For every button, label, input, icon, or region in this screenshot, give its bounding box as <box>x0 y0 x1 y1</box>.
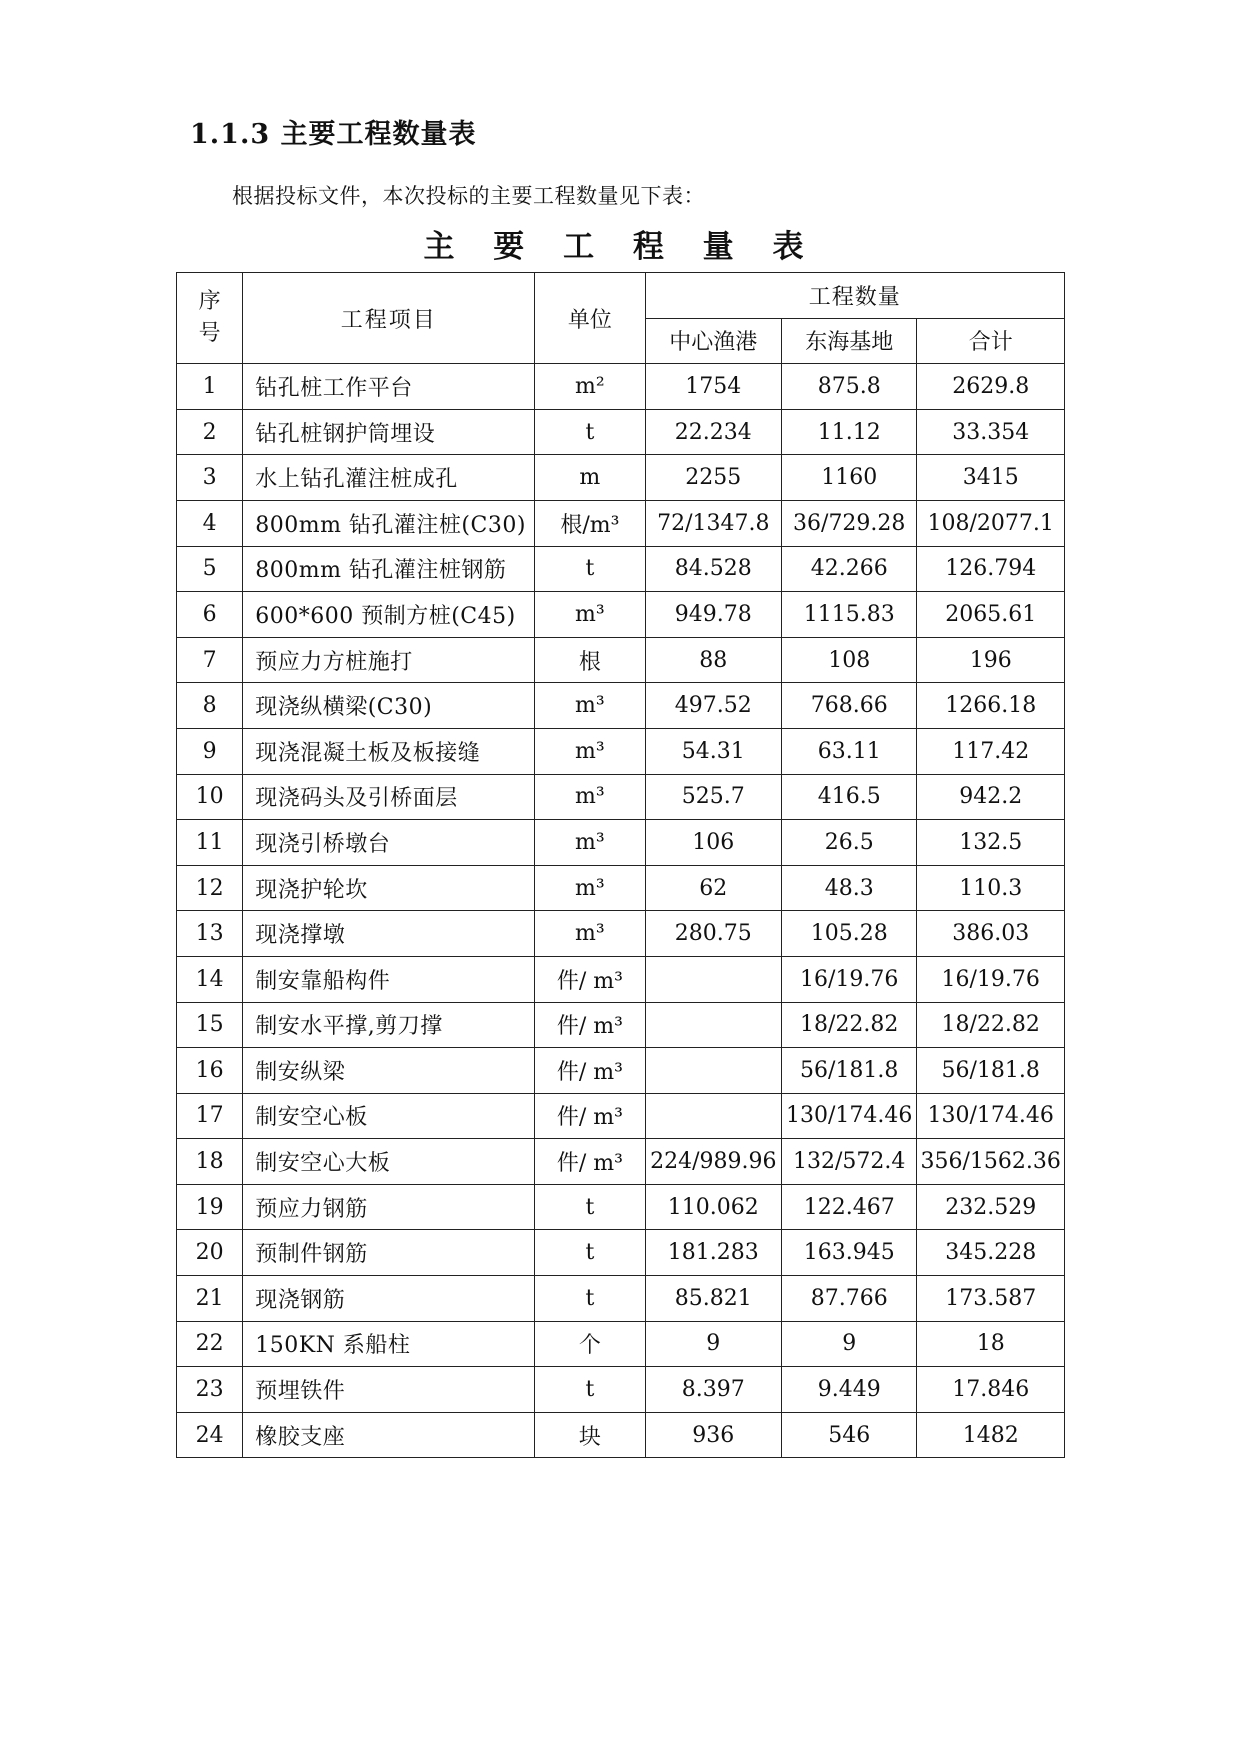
header-col-b: 东海基地 <box>782 318 917 364</box>
item-name-cell: 制安水平撑,剪刀撑 <box>243 1002 535 1048</box>
total-qty-cell: 16/19.76 <box>917 956 1065 1002</box>
header-seq-line1: 序 <box>198 289 221 315</box>
center-harbor-qty-cell: 8.397 <box>645 1367 781 1413</box>
total-qty-cell: 132.5 <box>917 820 1065 866</box>
row-number-cell: 16 <box>177 1048 243 1094</box>
unit-cell: m³ <box>535 774 645 820</box>
item-name-cell: 800mm 钻孔灌注桩(C30) <box>243 500 535 546</box>
item-name-cell: 预制件钢筋 <box>243 1230 535 1276</box>
row-number-cell: 3 <box>177 455 243 501</box>
center-harbor-qty-cell: 110.062 <box>645 1184 781 1230</box>
row-number-cell: 17 <box>177 1093 243 1139</box>
donghai-base-qty-cell: 122.467 <box>782 1184 917 1230</box>
row-number-cell: 4 <box>177 500 243 546</box>
center-harbor-qty-cell <box>645 1048 781 1094</box>
table-row <box>177 546 1065 592</box>
table-row <box>177 637 1065 683</box>
donghai-base-qty-cell: 546 <box>782 1412 917 1458</box>
section-heading: 1.1.3 主要工程数量表 <box>190 119 477 150</box>
total-qty-cell: 1266.18 <box>917 683 1065 729</box>
table-title: 主 要 工 程 量 表 <box>423 229 818 265</box>
header-item: 工程项目 <box>243 273 535 364</box>
total-qty-cell: 117.42 <box>917 728 1065 774</box>
item-name-cell: 橡胶支座 <box>243 1412 535 1458</box>
row-number-cell: 9 <box>177 728 243 774</box>
center-harbor-qty-cell: 106 <box>645 820 781 866</box>
table-row <box>177 1367 1065 1413</box>
table-row <box>177 911 1065 957</box>
table-row <box>177 956 1065 1002</box>
center-harbor-qty-cell: 949.78 <box>645 592 781 638</box>
unit-cell: 件/ m³ <box>535 1048 645 1094</box>
unit-cell: m² <box>535 364 645 410</box>
unit-cell: m³ <box>535 683 645 729</box>
unit-cell: m³ <box>535 820 645 866</box>
table-row <box>177 1002 1065 1048</box>
donghai-base-qty-cell: 26.5 <box>782 820 917 866</box>
donghai-base-qty-cell: 1115.83 <box>782 592 917 638</box>
total-qty-cell: 108/2077.1 <box>917 500 1065 546</box>
table-row <box>177 820 1065 866</box>
center-harbor-qty-cell: 85.821 <box>645 1276 781 1322</box>
table-row <box>177 774 1065 820</box>
center-harbor-qty-cell: 88 <box>645 637 781 683</box>
row-number-cell: 6 <box>177 592 243 638</box>
table-row <box>177 865 1065 911</box>
header-col-c: 合计 <box>917 318 1065 364</box>
item-name-cell: 制安纵梁 <box>243 1048 535 1094</box>
center-harbor-qty-cell: 9 <box>645 1321 781 1367</box>
unit-cell: t <box>535 1367 645 1413</box>
item-name-cell: 钻孔桩工作平台 <box>243 364 535 410</box>
row-number-cell: 10 <box>177 774 243 820</box>
center-harbor-qty-cell: 224/989.96 <box>645 1139 781 1185</box>
unit-cell: 块 <box>535 1412 645 1458</box>
donghai-base-qty-cell: 87.766 <box>782 1276 917 1322</box>
quantity-table <box>176 272 1065 1458</box>
table-row <box>177 1048 1065 1094</box>
total-qty-cell: 345.228 <box>917 1230 1065 1276</box>
center-harbor-qty-cell: 497.52 <box>645 683 781 729</box>
donghai-base-qty-cell: 768.66 <box>782 683 917 729</box>
unit-cell: 件/ m³ <box>535 1002 645 1048</box>
center-harbor-qty-cell: 62 <box>645 865 781 911</box>
table-row <box>177 683 1065 729</box>
donghai-base-qty-cell: 416.5 <box>782 774 917 820</box>
item-name-cell: 制安靠船构件 <box>243 956 535 1002</box>
donghai-base-qty-cell: 108 <box>782 637 917 683</box>
table-row <box>177 1321 1065 1367</box>
donghai-base-qty-cell: 11.12 <box>782 409 917 455</box>
header-seq <box>177 273 243 364</box>
unit-cell: t <box>535 1276 645 1322</box>
total-qty-cell: 1482 <box>917 1412 1065 1458</box>
total-qty-cell: 232.529 <box>917 1184 1065 1230</box>
table-row <box>177 500 1065 546</box>
donghai-base-qty-cell: 9 <box>782 1321 917 1367</box>
unit-cell: 件/ m³ <box>535 956 645 1002</box>
table-body <box>177 364 1065 1458</box>
item-name-cell: 现浇护轮坎 <box>243 865 535 911</box>
total-qty-cell: 126.794 <box>917 546 1065 592</box>
row-number-cell: 20 <box>177 1230 243 1276</box>
row-number-cell: 22 <box>177 1321 243 1367</box>
total-qty-cell: 2065.61 <box>917 592 1065 638</box>
item-name-cell: 预埋铁件 <box>243 1367 535 1413</box>
center-harbor-qty-cell: 181.283 <box>645 1230 781 1276</box>
center-harbor-qty-cell: 22.234 <box>645 409 781 455</box>
center-harbor-qty-cell: 84.528 <box>645 546 781 592</box>
total-qty-cell: 130/174.46 <box>917 1093 1065 1139</box>
donghai-base-qty-cell: 163.945 <box>782 1230 917 1276</box>
total-qty-cell: 18/22.82 <box>917 1002 1065 1048</box>
donghai-base-qty-cell: 42.266 <box>782 546 917 592</box>
total-qty-cell: 356/1562.36 <box>917 1139 1065 1185</box>
row-number-cell: 2 <box>177 409 243 455</box>
center-harbor-qty-cell: 72/1347.8 <box>645 500 781 546</box>
center-harbor-qty-cell: 54.31 <box>645 728 781 774</box>
row-number-cell: 14 <box>177 956 243 1002</box>
unit-cell: m³ <box>535 728 645 774</box>
unit-cell: 件/ m³ <box>535 1139 645 1185</box>
item-name-cell: 制安空心大板 <box>243 1139 535 1185</box>
total-qty-cell: 942.2 <box>917 774 1065 820</box>
table-row <box>177 1139 1065 1185</box>
row-number-cell: 5 <box>177 546 243 592</box>
unit-cell: 根/m³ <box>535 500 645 546</box>
table-row <box>177 1276 1065 1322</box>
unit-cell: 个 <box>535 1321 645 1367</box>
item-name-cell: 现浇混凝土板及板接缝 <box>243 728 535 774</box>
item-name-cell: 现浇钢筋 <box>243 1276 535 1322</box>
row-number-cell: 11 <box>177 820 243 866</box>
row-number-cell: 24 <box>177 1412 243 1458</box>
unit-cell: t <box>535 409 645 455</box>
item-name-cell: 现浇码头及引桥面层 <box>243 774 535 820</box>
row-number-cell: 8 <box>177 683 243 729</box>
donghai-base-qty-cell: 63.11 <box>782 728 917 774</box>
intro-paragraph: 根据投标文件，本次投标的主要工程数量见下表： <box>232 184 705 208</box>
total-qty-cell: 33.354 <box>917 409 1065 455</box>
donghai-base-qty-cell: 48.3 <box>782 865 917 911</box>
header-quantity: 工程数量 <box>645 273 1064 319</box>
row-number-cell: 18 <box>177 1139 243 1185</box>
table-row <box>177 409 1065 455</box>
center-harbor-qty-cell: 2255 <box>645 455 781 501</box>
table-row <box>177 455 1065 501</box>
item-name-cell: 水上钻孔灌注桩成孔 <box>243 455 535 501</box>
table-row <box>177 1184 1065 1230</box>
row-number-cell: 1 <box>177 364 243 410</box>
header-unit: 单位 <box>535 273 645 364</box>
unit-cell: t <box>535 546 645 592</box>
center-harbor-qty-cell: 525.7 <box>645 774 781 820</box>
donghai-base-qty-cell: 105.28 <box>782 911 917 957</box>
center-harbor-qty-cell: 936 <box>645 1412 781 1458</box>
donghai-base-qty-cell: 132/572.4 <box>782 1139 917 1185</box>
unit-cell: m³ <box>535 592 645 638</box>
total-qty-cell: 3415 <box>917 455 1065 501</box>
center-harbor-qty-cell: 1754 <box>645 364 781 410</box>
item-name-cell: 预应力钢筋 <box>243 1184 535 1230</box>
donghai-base-qty-cell: 130/174.46 <box>782 1093 917 1139</box>
item-name-cell: 现浇引桥墩台 <box>243 820 535 866</box>
total-qty-cell: 17.846 <box>917 1367 1065 1413</box>
header-row-1 <box>177 273 1065 319</box>
donghai-base-qty-cell: 16/19.76 <box>782 956 917 1002</box>
unit-cell: t <box>535 1184 645 1230</box>
total-qty-cell: 173.587 <box>917 1276 1065 1322</box>
item-name-cell: 钻孔桩钢护筒埋设 <box>243 409 535 455</box>
header-seq-line2: 号 <box>198 321 221 347</box>
header-col-a: 中心渔港 <box>645 318 781 364</box>
row-number-cell: 12 <box>177 865 243 911</box>
item-name-cell: 600*600 预制方桩(C45) <box>243 592 535 638</box>
table-row <box>177 1412 1065 1458</box>
row-number-cell: 7 <box>177 637 243 683</box>
center-harbor-qty-cell <box>645 1002 781 1048</box>
table-row <box>177 1230 1065 1276</box>
donghai-base-qty-cell: 56/181.8 <box>782 1048 917 1094</box>
center-harbor-qty-cell <box>645 1093 781 1139</box>
item-name-cell: 现浇撑墩 <box>243 911 535 957</box>
total-qty-cell: 2629.8 <box>917 364 1065 410</box>
item-name-cell: 现浇纵横梁(C30) <box>243 683 535 729</box>
table-row <box>177 592 1065 638</box>
unit-cell: t <box>535 1230 645 1276</box>
unit-cell: 件/ m³ <box>535 1093 645 1139</box>
row-number-cell: 23 <box>177 1367 243 1413</box>
center-harbor-qty-cell <box>645 956 781 1002</box>
item-name-cell: 预应力方桩施打 <box>243 637 535 683</box>
total-qty-cell: 386.03 <box>917 911 1065 957</box>
row-number-cell: 19 <box>177 1184 243 1230</box>
table-row <box>177 728 1065 774</box>
table-header <box>177 273 1065 364</box>
total-qty-cell: 56/181.8 <box>917 1048 1065 1094</box>
unit-cell: m³ <box>535 911 645 957</box>
total-qty-cell: 18 <box>917 1321 1065 1367</box>
unit-cell: m <box>535 455 645 501</box>
center-harbor-qty-cell: 280.75 <box>645 911 781 957</box>
item-name-cell: 800mm 钻孔灌注桩钢筋 <box>243 546 535 592</box>
row-number-cell: 13 <box>177 911 243 957</box>
row-number-cell: 15 <box>177 1002 243 1048</box>
total-qty-cell: 196 <box>917 637 1065 683</box>
table-row <box>177 364 1065 410</box>
donghai-base-qty-cell: 9.449 <box>782 1367 917 1413</box>
row-number-cell: 21 <box>177 1276 243 1322</box>
table-row <box>177 1093 1065 1139</box>
donghai-base-qty-cell: 1160 <box>782 455 917 501</box>
item-name-cell: 150KN 系船柱 <box>243 1321 535 1367</box>
unit-cell: m³ <box>535 865 645 911</box>
total-qty-cell: 110.3 <box>917 865 1065 911</box>
donghai-base-qty-cell: 18/22.82 <box>782 1002 917 1048</box>
donghai-base-qty-cell: 36/729.28 <box>782 500 917 546</box>
donghai-base-qty-cell: 875.8 <box>782 364 917 410</box>
item-name-cell: 制安空心板 <box>243 1093 535 1139</box>
unit-cell: 根 <box>535 637 645 683</box>
